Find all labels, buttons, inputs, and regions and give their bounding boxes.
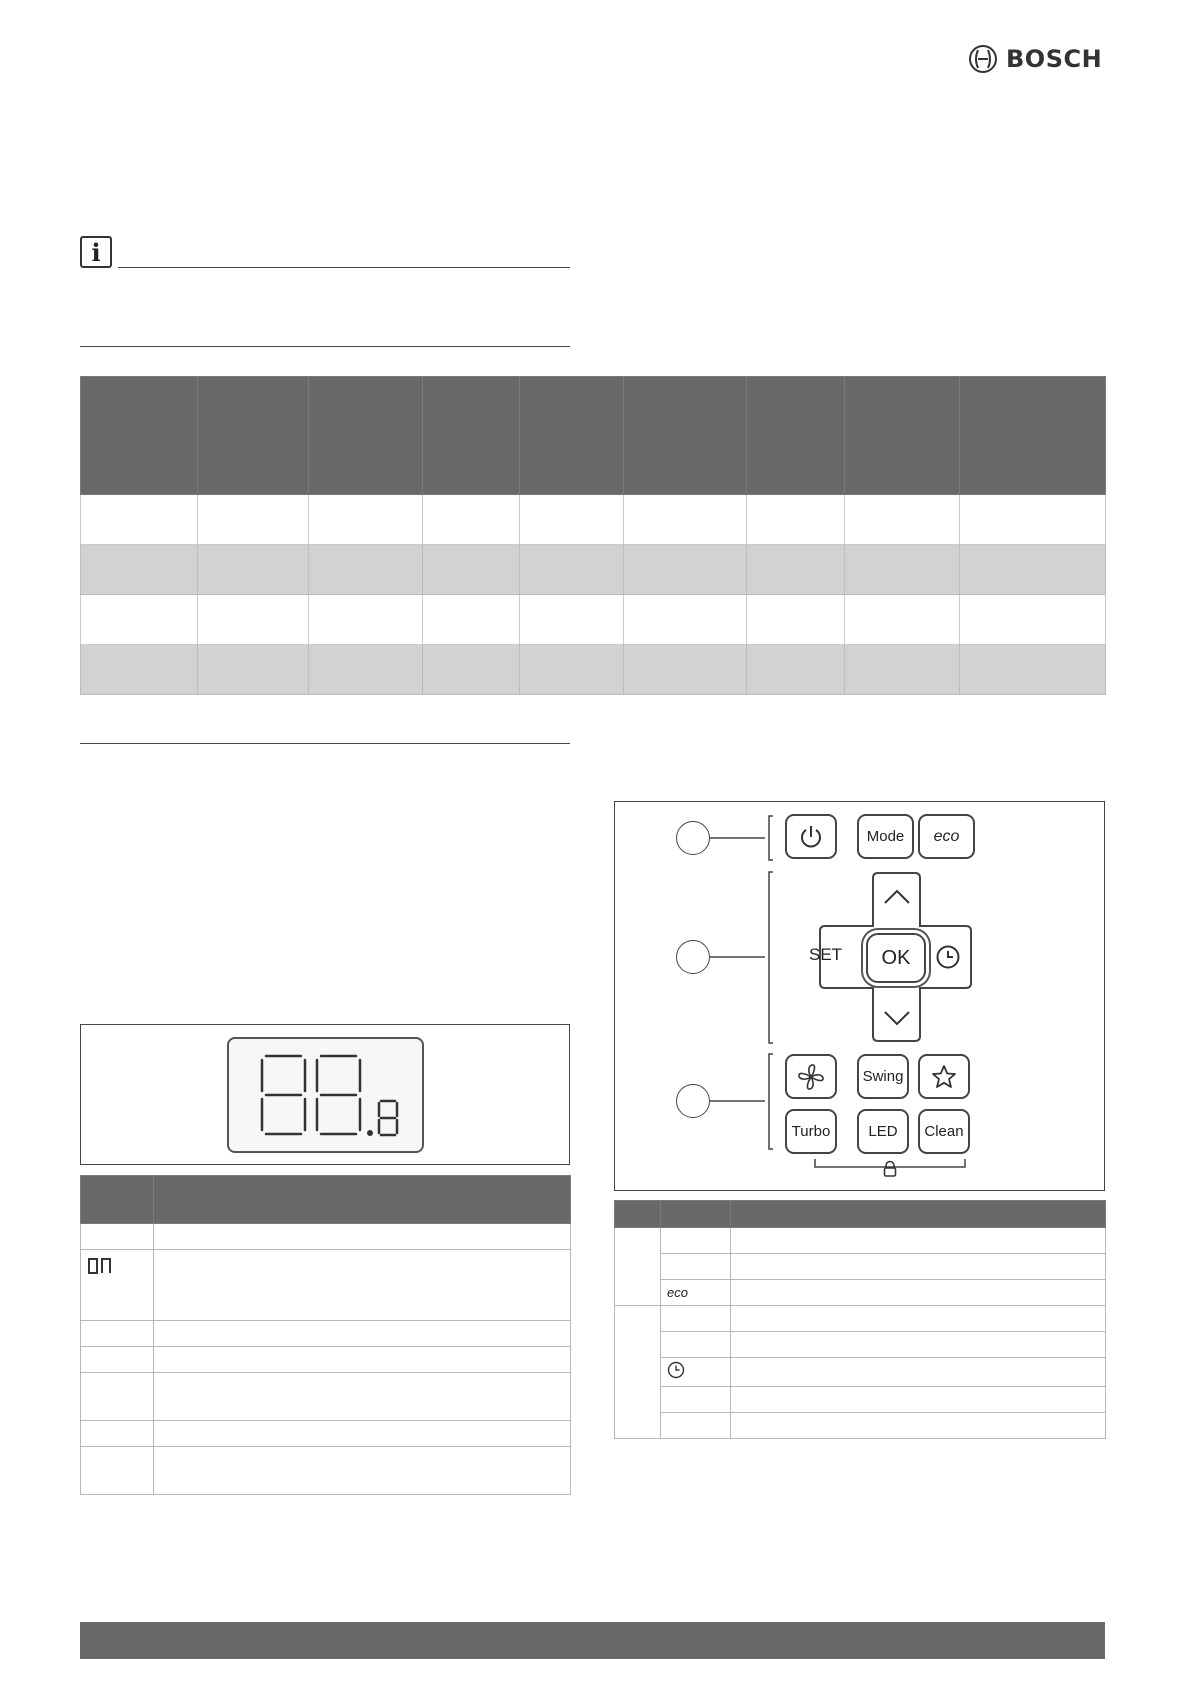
footer-bar [80,1622,1105,1659]
brand-name: BOSCH [1006,45,1103,73]
remote-legend-table [614,1200,1106,1439]
legend-header [615,1201,1106,1228]
chevron-up-icon [883,888,911,906]
set-button[interactable]: SET [809,945,843,964]
callout-2 [676,940,710,974]
display-figure [80,1024,570,1165]
on-segment-icon [87,1256,113,1276]
legend-row [81,1373,571,1421]
swing-button[interactable]: Swing [857,1054,909,1099]
legend-row [615,1387,1106,1413]
legend-row [81,1224,571,1250]
legend-row [615,1254,1106,1280]
down-button[interactable] [877,998,917,1038]
legend-row [81,1447,571,1495]
spec-table-header [81,377,1106,495]
power-icon [798,824,824,850]
legend-row [615,1358,1106,1387]
lock-icon [881,1160,899,1178]
legend-row [81,1347,571,1373]
header-cell [81,377,198,495]
seven-segment-digits [229,1039,422,1151]
chevron-down-icon [883,1009,911,1027]
header-cell [960,377,1106,495]
header-cell [309,377,423,495]
display-legend-table [80,1175,571,1495]
clock-icon [667,1361,685,1379]
legend-header [81,1176,571,1224]
header-cell [423,377,520,495]
led-button[interactable]: LED [857,1109,909,1154]
control-panel-figure [614,801,1105,1191]
eco-button[interactable]: eco [918,814,975,859]
lcd-display [227,1037,424,1153]
header-cell [198,377,309,495]
clean-button[interactable]: Clean [918,1109,970,1154]
header-cell [845,377,960,495]
header-cell [520,377,624,495]
table-row [81,495,1106,545]
power-button[interactable] [785,814,837,859]
table-row [81,545,1106,595]
info-note-rule [118,267,570,268]
turbo-button[interactable]: Turbo [785,1109,837,1154]
ok-button[interactable]: OK [866,933,926,983]
mode-button[interactable]: Mode [857,814,914,859]
callout-3 [676,1084,710,1118]
eco-symbol: eco [667,1284,688,1300]
section-rule-1 [80,346,570,347]
timer-button[interactable] [933,942,963,972]
table-row [81,645,1106,695]
section-rule-2 [80,743,570,744]
favourite-button[interactable] [918,1054,970,1099]
fan-button[interactable] [785,1054,837,1099]
header-cell [747,377,845,495]
legend-row [81,1321,571,1347]
callout-1 [676,821,710,855]
legend-row [81,1421,571,1447]
table-row [81,595,1106,645]
info-icon: i [80,236,112,268]
legend-row [615,1413,1106,1439]
spec-table [80,376,1106,695]
bosch-armature-icon [968,44,998,74]
legend-row [615,1280,1106,1306]
clock-icon [935,944,961,970]
legend-row [615,1332,1106,1358]
header-cell [624,377,747,495]
fan-icon [796,1062,826,1092]
legend-row [81,1250,571,1321]
legend-row [615,1306,1106,1332]
star-icon [930,1063,958,1091]
up-button[interactable] [877,877,917,917]
brand-logo [968,44,1102,74]
legend-row [615,1228,1106,1254]
